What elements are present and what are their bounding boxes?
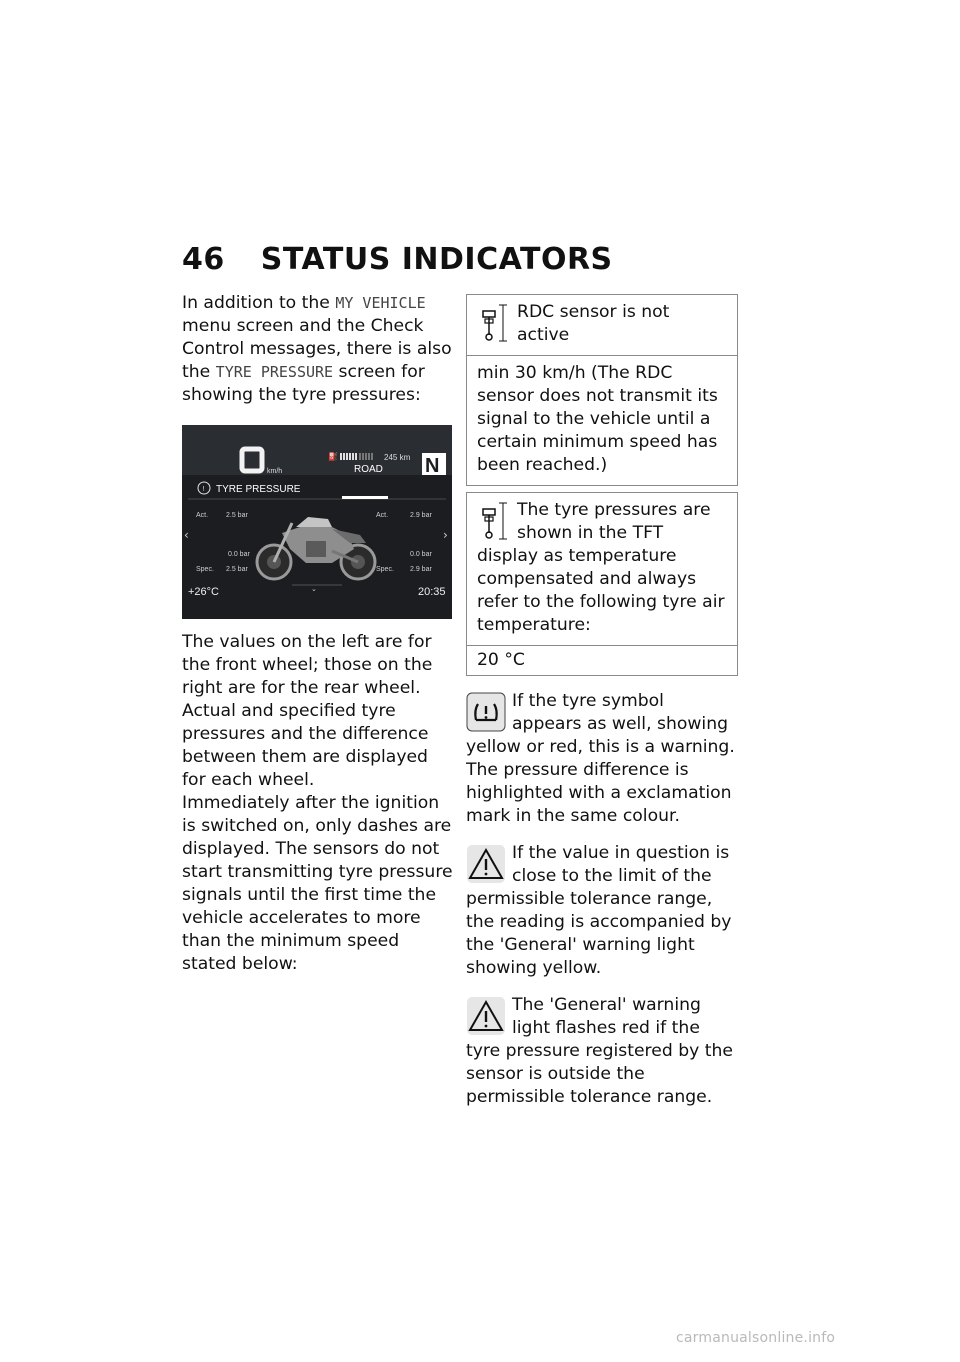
fuel-pump-icon: ⛽ (328, 452, 338, 461)
ambient-temperature: +26°C (188, 586, 220, 598)
rear-specified-label: Spec. (376, 566, 394, 573)
general-warning-yellow-note (466, 842, 738, 980)
rear-difference-value: 0.0 bar (410, 551, 432, 558)
tyre-temperature-description-row (467, 493, 737, 645)
tyre-temperature-table (466, 492, 738, 676)
rear-actual-label: Act. (376, 512, 389, 519)
general-warning-icon (466, 996, 506, 1036)
range-readout: 245 km (384, 453, 411, 462)
tyre-temperature-value-row (467, 645, 737, 675)
general-warning-icon (466, 844, 506, 884)
left-column (182, 292, 454, 976)
svg-text:!: ! (202, 486, 205, 493)
rdc-inactive-label: RDC sensor is not active (517, 302, 670, 345)
tyre-warning-text: If the tyre symbol appears as well, showing yellow or red, this is a warning. The pressure difference is highlighted with a exclamation mark in the same colour. (466, 691, 735, 826)
front-specified-value: 2.5 bar (226, 566, 248, 573)
tyre-temperature-description: The tyre pressures are shown in the TFT display as temperature compensated and always refer to the following tyre air temperature: (477, 500, 725, 635)
rdc-minimum-speed-table (466, 294, 738, 486)
rdc-minimum-speed-text: min 30 km/h (The RDC sensor does not transmit its signal to the vehicle until a certain minimum speed has been reached.) (477, 363, 718, 475)
intro-text-1: In addition to the (182, 293, 336, 313)
speed-unit: km/h (267, 468, 283, 475)
tyre-temperature-value: 20 °C (477, 650, 525, 670)
tyre-pressure-warning-icon (466, 692, 506, 732)
tyre-warning-note (466, 690, 738, 828)
rear-specified-value: 2.9 bar (410, 566, 432, 573)
chevron-right-icon: › (443, 528, 448, 542)
rear-actual-value: 2.9 bar (410, 512, 432, 519)
section-title: STATUS INDICATORS (260, 242, 613, 277)
source-watermark: carmanualsonline.info (676, 1330, 836, 1346)
paragraph-actual-specified: Actual and specified tyre pressures and the difference between them are displayed for each wheel. (182, 701, 429, 790)
intro-paragraph (182, 292, 454, 407)
page-number: 46 (182, 242, 225, 277)
paragraph-front-rear: The values on the left are for the front wheel; those on the right are for the rear wheel. (182, 632, 433, 698)
paragraph-ignition: Immediately after the ignition is switched on, only dashes are displayed. The sensors do not start transmitting tyre pressure signals until the first time the vehicle accelerates to more than the minimum speed stated below: (182, 793, 453, 974)
intro-text-2: menu screen and the Check Control messages, there is also the (182, 316, 452, 382)
general-warning-red-text: The 'General' warning light flashes red if the tyre pressure registered by the sensor is outside the permissible tolerance range. (466, 995, 733, 1107)
clock: 20:35 (418, 586, 446, 598)
fuel-bars-icon (340, 453, 373, 460)
chevron-left-icon: ‹ (184, 528, 189, 542)
front-difference-value: 0.0 bar (228, 551, 250, 558)
rdc-inactive-row (467, 295, 737, 355)
menu-name-tyre-pressure: TYRE PRESSURE (215, 363, 334, 381)
chevron-down-icon: ⌄ (311, 585, 317, 593)
right-column (466, 294, 738, 1109)
front-actual-label: Act. (196, 512, 209, 519)
rdc-sensor-icon (477, 499, 507, 543)
intro-text-3: screen for showing the tyre pressures: (182, 362, 425, 405)
rdc-minimum-speed-row (467, 355, 737, 485)
general-warning-red-note (466, 994, 738, 1109)
general-warning-yellow-text: If the value in question is close to the limit of the permissible tolerance range, the reading is accompanied by the 'General' warning light showing yellow. (466, 843, 732, 978)
riding-mode: ROAD (354, 464, 383, 475)
front-specified-label: Spec. (196, 566, 214, 573)
screen-title: TYRE PRESSURE (216, 484, 301, 495)
tft-tyre-pressure-screen (182, 425, 452, 619)
front-actual-value: 2.5 bar (226, 512, 248, 519)
menu-name-my-vehicle: MY VEHICLE (335, 294, 426, 312)
gear-indicator: N (425, 455, 440, 477)
rdc-sensor-icon (477, 301, 507, 345)
page-header (182, 242, 613, 277)
